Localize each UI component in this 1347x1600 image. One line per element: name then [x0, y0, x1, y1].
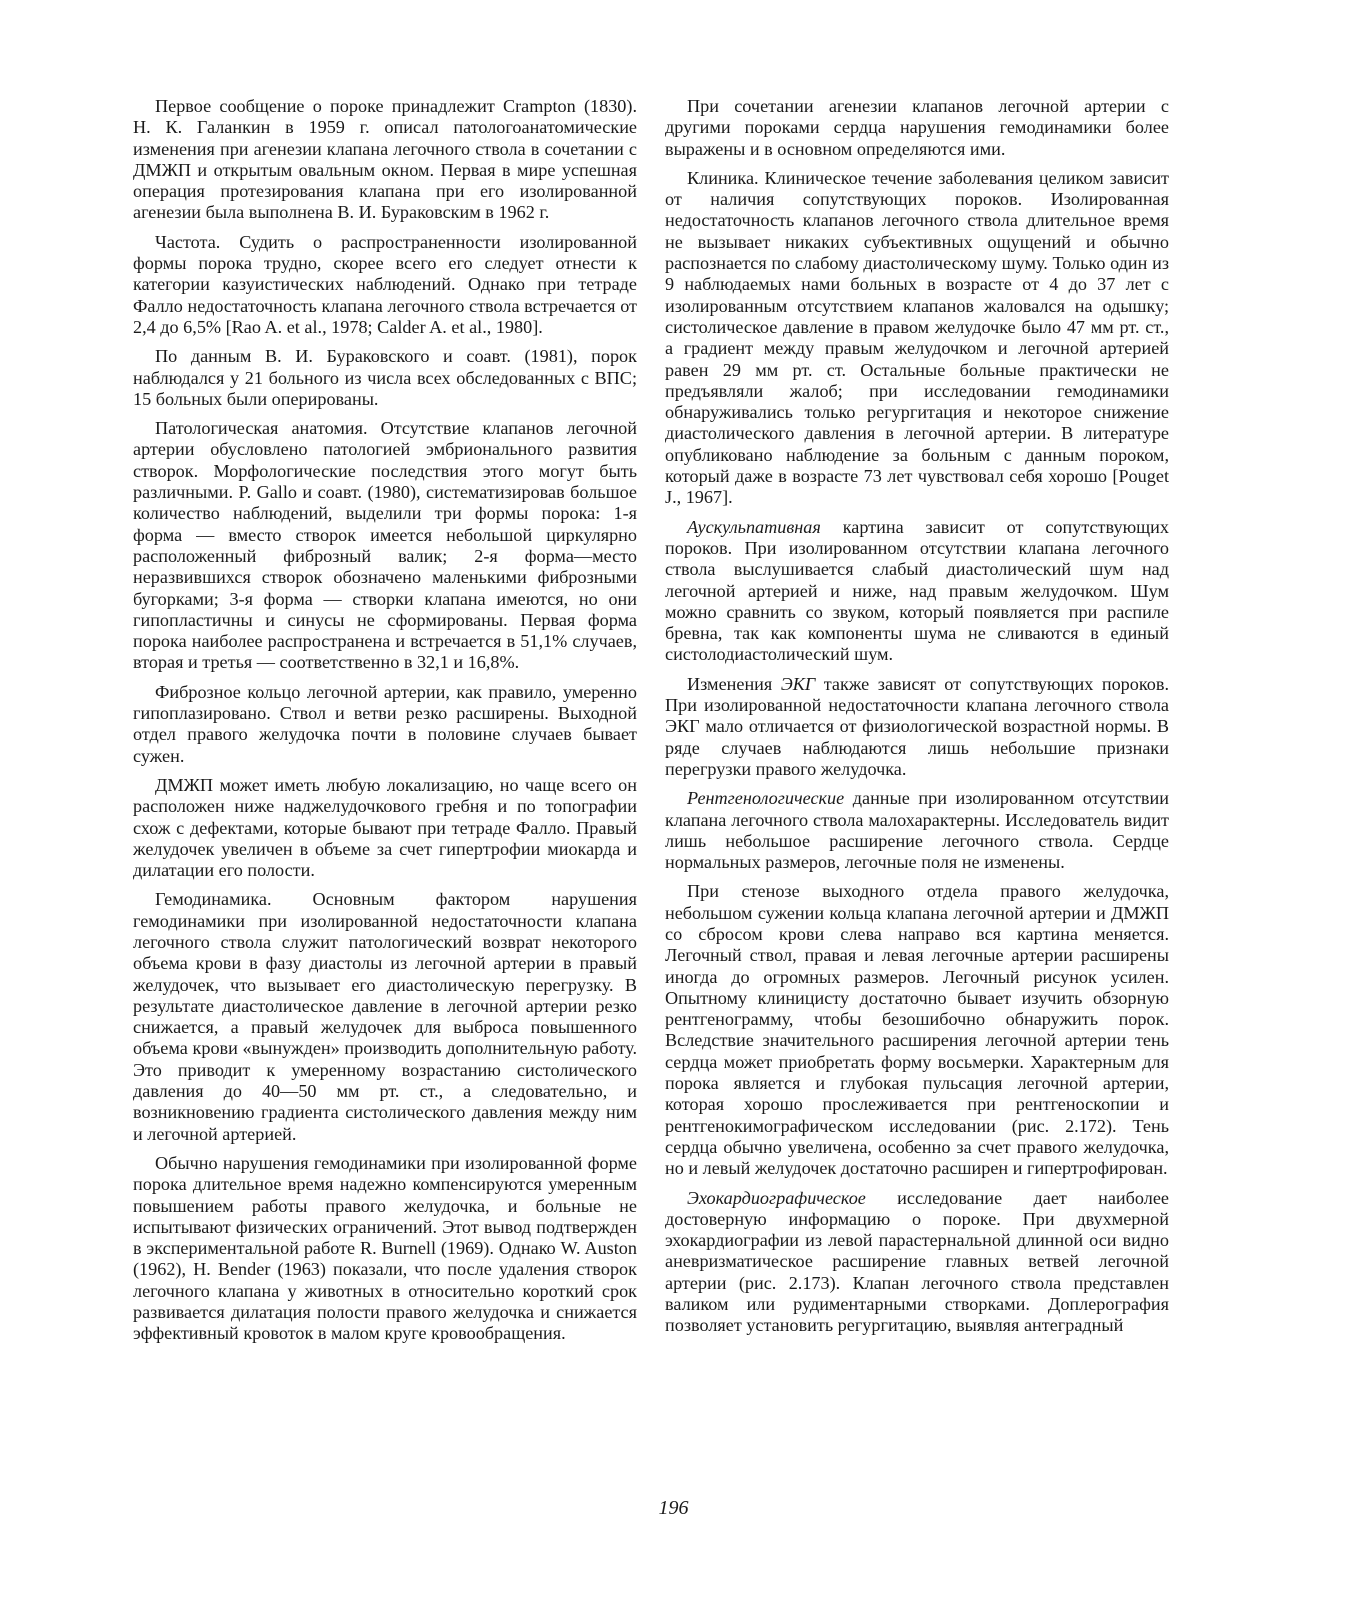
right-text-column [665, 96, 1169, 1345]
paragraph-fibrous-ring: Фиброзное кольцо легочной артерии, как правило, умеренно гипоплазировано. Ствол и ветви резко расширены. Выходной отдел правого желудочка почти в половине случаев бывает сужен. [133, 681, 637, 766]
paragraph-text: картина зависит от сопутствующих пороков. При изолированном отсутствии клапана легочного ствола выслушивается слабый диастолический шум над легочной артерией и ниже, над правым желудочком. Шум можно сравнить со звуком, который появляется при распиле бревна, так как компоненты шума не сливаются в единый систолодиастолический шум. [665, 516, 1169, 665]
italic-lead-term: ЭКГ [780, 673, 816, 694]
paragraph-echocardiography [665, 1188, 1169, 1337]
left-text-column [133, 96, 637, 1353]
paragraph-text: также зависят от сопутствующих пороков. При изолированной недостаточности клапана легочного ствола ЭКГ мало отличается от физиологической возрастной нормы. В ряде случаев наблюдаются лишь небольшие признаки перегрузки правого желудочка. [665, 673, 1170, 779]
paragraph-prefix: Изменения [687, 673, 781, 694]
page-number: 196 [658, 1497, 689, 1519]
paragraph-history: Первое сообщение о пороке принадлежит Crampton (1830). Н. К. Галанкин в 1959 г. описал патологоанатомические изменения при агенезии клапана легочного ствола в сочетании с ДМЖП и открытым овальным окном. Первая в мире успешная операция протезирования клапана при его изолированной агенезии была выполнена В. И. Бураковским в 1962 г. [133, 96, 637, 223]
italic-lead-term: Аускульпативная [687, 516, 821, 537]
paragraph-text: При стенозе выходного отдела правого желудочка, небольшом сужении кольца клапана легочной артерии и ДМЖП со сбросом крови слева направо вся картина меняется. Легочный ствол, правая и левая легочные артерии расширены иногда до огромных размеров. Легочный рисунок усилен. Опытному клиницисту достаточно бывает изучить обзорную рентгенограмму, чтобы безошибочно обнаружить порок. Вследствие значительного расширения легочной артерии тень сердца может приобретать форму восьмерки. Характерным для порока является и глубокая пульсация легочной артерии, которая хорошо прослеживается при рентгеноскопии и рентгенокимографическом исследовании (рис. 2.172). Тень сердца обычно увеличена, особенно за счет правого желудочка, но и левый желудочек достаточно расширен и гипертрофирован. [665, 881, 1169, 1179]
paragraph-text: данные при изолированном отсутствии клапана легочного ствола малохарактерны. Исследователь видит лишь небольшое расширение легочного ствола. Сердце нормальных размеров, легочные поля не изменены. [665, 788, 1169, 873]
paragraph-text: исследование дает наиболее достоверную информацию о пороке. При двухмерной эхокардиографии из левой парастернальной длинной оси видно аневризматическое расширение главных ветвей легочной артерии (рис. 2.173). Клапан легочного ствола представлен валиком или рудиментарными створками. Доплерография позволяет установить регургитацию, выявляя антеградный [665, 1187, 1169, 1336]
paragraph-frequency: Частота. Судить о распространенности изолированной формы порока трудно, скорее всего его следует отнести к категории казуистических наблюдений. Однако при тетраде Фалло недостаточность клапана легочного ствола встречается от 2,4 до 6,5% [Rao A. et al., 1978; Calder A. et al., 1980]. [133, 231, 637, 337]
paragraph-stenosis [665, 881, 1169, 1179]
paragraph-pathological-anatomy: Патологическая анатомия. Отсутствие клапанов легочной артерии обусловлено патологией эмбрионального развития створок. Морфологические последствия этого могут быть различными. P. Gallo и соавт. (1980), систематизировав большое количество наблюдений, выделили три формы порока: 1-я форма — вместо створок имеется небольшой циркулярно расположенный фиброзный валик; 2-я форма—место неразвившихся створок обозначено маленькими фиброзными бугорками; 3-я форма — створки клапана имеются, но они гипопластичны и синусы не сформированы. Первая форма порока наиболее распространена и встречается в 51,1% случаев, вторая и третья — соответственно в 32,1 и 16,8%. [133, 418, 637, 673]
paragraph-combined-defects [665, 96, 1169, 160]
paragraph-burakovsky-data: По данным В. И. Бураковского и соавт. (1981), порок наблюдался у 21 больного из числа всех обследованных с ВПС; 15 больных были оперированы. [133, 346, 637, 409]
paragraph-ecg [665, 674, 1169, 780]
italic-lead-term: Эхокардиографическое [687, 1187, 866, 1208]
paragraph-vsd: ДМЖП может иметь любую локализацию, но чаще всего он расположен ниже наджелудочкового гребня и по топографии схож с дефектами, которые бывают при тетраде Фалло. Правый желудочек увеличен в объеме за счет гипертрофии миокарда и дилатации его полости. [133, 774, 637, 881]
paragraph-auscultation [665, 517, 1169, 666]
paragraph-text: При сочетании агенезии клапанов легочной артерии с другими пороками сердца нарушения гемодинамики более выражены и в основном определяются ими. [665, 96, 1169, 159]
paragraph-hemodynamics: Гемодинамика. Основным фактором нарушения гемодинамики при изолированной недостаточности клапана легочного ствола служит патологический возврат некоторого объема крови в фазу диастолы из легочной артерии в правый желудочек, что вызывает его диастолическую перегрузку. В результате диастолическое давление в легочной артерии резко снижается, а правый желудочек для выброса повышенного объема крови «вынужден» производить дополнительную работу. Это приводит к умеренному возрастанию систолического давления до 40—50 мм рт. ст., а следовательно, и возникновению градиента систолического давления между ним и легочной артерией. [133, 889, 637, 1144]
paragraph-radiology [665, 788, 1169, 873]
paragraph-text: Клиника. Клиническое течение заболевания целиком зависит от наличия сопутствующих пороков. Изолированная недостаточность клапанов легочного ствола длительное время не вызывает никаких субъективных ощущений и обычно распознается по слабому диастолическому шуму. Только один из 9 наблюдаемых нами больных в возрасте от 4 до 37 лет с изолированным отсутствием клапанов жаловался на одышку; систолическое давление в правом желудочке было 47 мм рт. ст., а градиент между правым желудочком и легочной артерией равен 29 мм рт. ст. Остальные больные практически не предъявляли жалоб; при исследовании гемодинамики обнаруживались только регургитация и некоторое снижение диастолического давления в легочной артерии. В литературе опубликовано наблюдение за больным с данным пороком, который даже в возрасте 73 лет чувствовал себя хорошо [Pouget J., 1967]. [665, 167, 1169, 508]
paragraph-compensation: Обычно нарушения гемодинамики при изолированной форме порока длительное время надежно компенсируются умеренным повышением работы правого желудочка, и больные не испытывают физических ограничений. Этот вывод подтвержден в экспериментальной работе R. Burnell (1969). Однако W. Auston (1962), H. Bender (1963) показали, что после удаления створок легочного клапана у животных в относительно короткий срок развивается дилатация полости правого желудочка и снижается эффективный кровоток в малом круге кровообращения. [133, 1152, 637, 1344]
paragraph-clinic [665, 168, 1169, 509]
italic-lead-term: Рентгенологические [687, 788, 845, 809]
